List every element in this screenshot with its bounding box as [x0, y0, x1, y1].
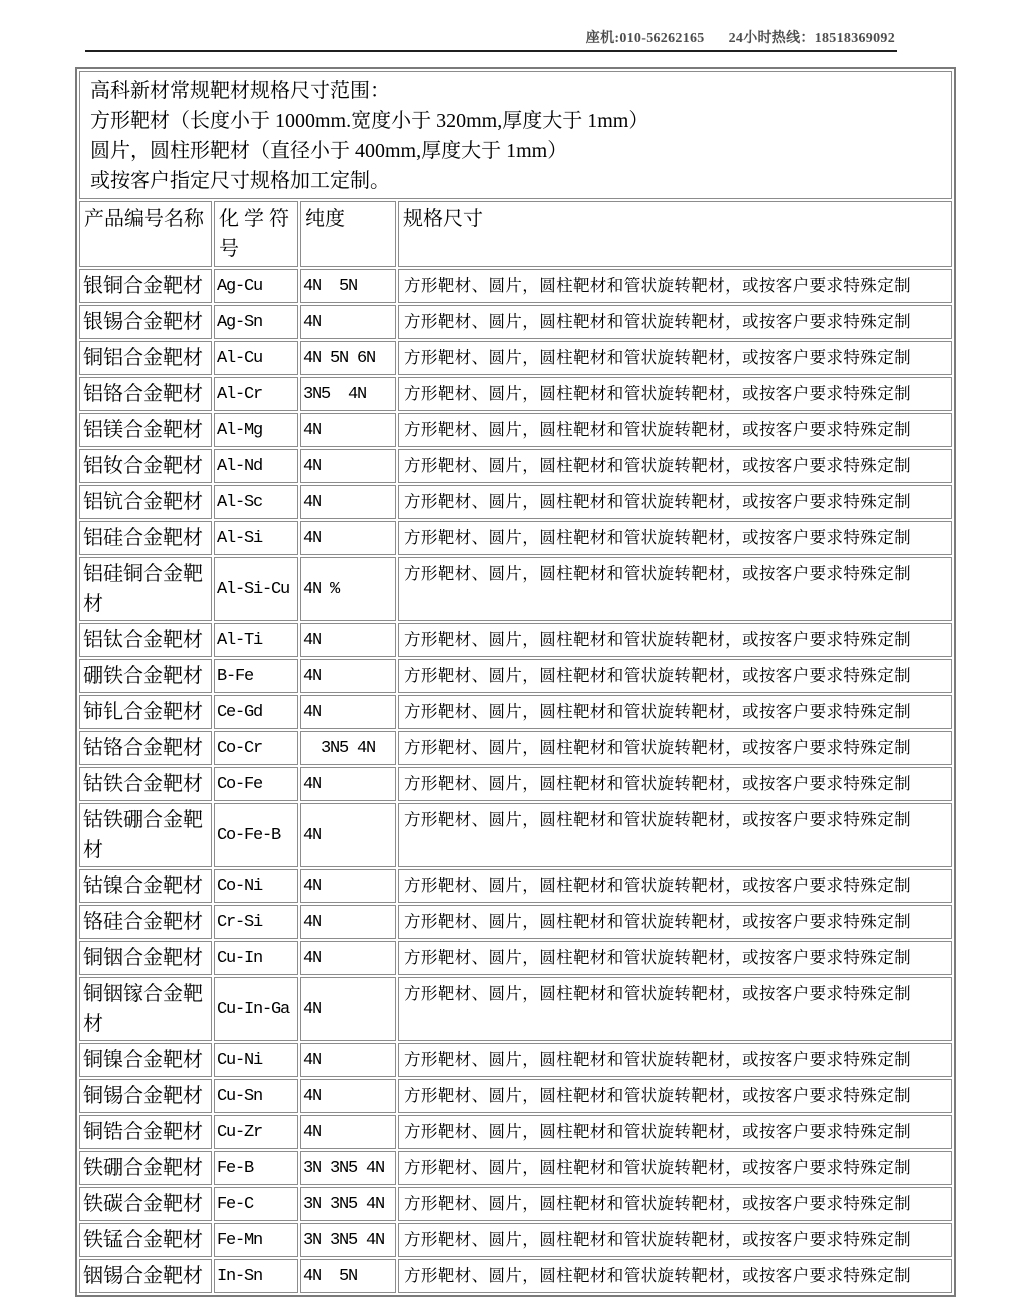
table-row	[79, 1223, 952, 1257]
purity-cell: 4N	[300, 413, 396, 447]
product-name-cell: 铝硅铜合金靶材	[79, 557, 212, 621]
table-row	[79, 1115, 952, 1149]
spec-cell: 方形靶材、圆片，圆柱靶材和管状旋转靶材，或按客户要求特殊定制	[398, 869, 952, 903]
product-name-cell: 铁硼合金靶材	[79, 1151, 212, 1185]
spec-cell: 方形靶材、圆片，圆柱靶材和管状旋转靶材，或按客户要求特殊定制	[398, 377, 952, 411]
product-name-cell: 铝钪合金靶材	[79, 485, 212, 519]
product-name-cell: 铝铬合金靶材	[79, 377, 212, 411]
column-header-product-name: 产品编号名称	[79, 201, 212, 267]
spec-cell: 方形靶材、圆片，圆柱靶材和管状旋转靶材，或按客户要求特殊定制	[398, 305, 952, 339]
purity-cell: 4N	[300, 623, 396, 657]
table-row	[79, 485, 952, 519]
product-name-cell: 铜锡合金靶材	[79, 1079, 212, 1113]
purity-cell: 4N	[300, 905, 396, 939]
purity-cell: 4N	[300, 869, 396, 903]
table-row	[79, 623, 952, 657]
purity-cell: 4N	[300, 659, 396, 693]
spec-cell: 方形靶材、圆片，圆柱靶材和管状旋转靶材，或按客户要求特殊定制	[398, 803, 952, 867]
chemical-symbol-cell: Co-Ni	[214, 869, 298, 903]
chemical-symbol-cell: Cu-Ni	[214, 1043, 298, 1077]
purity-cell: 4N 5N	[300, 1259, 396, 1293]
purity-cell: 4N	[300, 485, 396, 519]
chemical-symbol-cell: Al-Si-Cu	[214, 557, 298, 621]
chemical-symbol-cell: In-Sn	[214, 1259, 298, 1293]
contact-header	[586, 27, 895, 47]
spec-cell: 方形靶材、圆片，圆柱靶材和管状旋转靶材，或按客户要求特殊定制	[398, 1151, 952, 1185]
spec-cell: 方形靶材、圆片，圆柱靶材和管状旋转靶材，或按客户要求特殊定制	[398, 449, 952, 483]
hotline-number: 24小时热线：18518369092	[728, 31, 895, 46]
spec-cell: 方形靶材、圆片，圆柱靶材和管状旋转靶材，或按客户要求特殊定制	[398, 767, 952, 801]
purity-cell: 4N	[300, 803, 396, 867]
chemical-symbol-cell: Cr-Si	[214, 905, 298, 939]
product-name-cell: 铁碳合金靶材	[79, 1187, 212, 1221]
purity-cell: 4N	[300, 305, 396, 339]
spec-cell: 方形靶材、圆片，圆柱靶材和管状旋转靶材，或按客户要求特殊定制	[398, 905, 952, 939]
purity-cell: 4N	[300, 1079, 396, 1113]
intro-line-title: 高科新材常规靶材规格尺寸范围：	[90, 80, 390, 102]
product-name-cell: 钴铬合金靶材	[79, 731, 212, 765]
intro-row	[79, 71, 952, 199]
purity-cell: 4N	[300, 521, 396, 555]
product-name-cell: 铜铟合金靶材	[79, 941, 212, 975]
purity-cell: 4N	[300, 695, 396, 729]
product-name-cell: 铟锡合金靶材	[79, 1259, 212, 1293]
table-row	[79, 695, 952, 729]
purity-cell: 4N	[300, 767, 396, 801]
target-spec-table-wrap	[75, 67, 956, 1297]
spec-cell: 方形靶材、圆片，圆柱靶材和管状旋转靶材，或按客户要求特殊定制	[398, 269, 952, 303]
intro-line-square: 方形靶材（长度小于 1000mm.宽度小于 320mm,厚度大于 1mm）	[90, 110, 649, 132]
product-name-cell: 铝钕合金靶材	[79, 449, 212, 483]
spec-cell: 方形靶材、圆片，圆柱靶材和管状旋转靶材，或按客户要求特殊定制	[398, 1187, 952, 1221]
table-row	[79, 905, 952, 939]
purity-cell: 4N	[300, 977, 396, 1041]
purity-cell: 4N	[300, 1043, 396, 1077]
chemical-symbol-cell: Cu-Zr	[214, 1115, 298, 1149]
spec-cell: 方形靶材、圆片，圆柱靶材和管状旋转靶材，或按客户要求特殊定制	[398, 1259, 952, 1293]
chemical-symbol-cell: Co-Cr	[214, 731, 298, 765]
chemical-symbol-cell: B-Fe	[214, 659, 298, 693]
spec-cell: 方形靶材、圆片，圆柱靶材和管状旋转靶材，或按客户要求特殊定制	[398, 623, 952, 657]
spec-cell: 方形靶材、圆片，圆柱靶材和管状旋转靶材，或按客户要求特殊定制	[398, 659, 952, 693]
spec-cell: 方形靶材、圆片，圆柱靶材和管状旋转靶材，或按客户要求特殊定制	[398, 695, 952, 729]
chemical-symbol-cell: Fe-Mn	[214, 1223, 298, 1257]
purity-cell: 4N	[300, 1115, 396, 1149]
spec-cell: 方形靶材、圆片，圆柱靶材和管状旋转靶材，或按客户要求特殊定制	[398, 485, 952, 519]
spec-cell: 方形靶材、圆片，圆柱靶材和管状旋转靶材，或按客户要求特殊定制	[398, 557, 952, 621]
table-row	[79, 1079, 952, 1113]
table-row	[79, 413, 952, 447]
chemical-symbol-cell: Ag-Cu	[214, 269, 298, 303]
product-name-cell: 钴铁合金靶材	[79, 767, 212, 801]
intro-line-custom: 或按客户指定尺寸规格加工定制。	[90, 170, 390, 192]
product-name-cell: 铈钆合金靶材	[79, 695, 212, 729]
spec-cell: 方形靶材、圆片，圆柱靶材和管状旋转靶材，或按客户要求特殊定制	[398, 731, 952, 765]
product-name-cell: 铜铝合金靶材	[79, 341, 212, 375]
spec-cell: 方形靶材、圆片，圆柱靶材和管状旋转靶材，或按客户要求特殊定制	[398, 341, 952, 375]
product-name-cell: 铜镍合金靶材	[79, 1043, 212, 1077]
spec-cell: 方形靶材、圆片，圆柱靶材和管状旋转靶材，或按客户要求特殊定制	[398, 941, 952, 975]
chemical-symbol-cell: Cu-In-Ga	[214, 977, 298, 1041]
chemical-symbol-cell: Al-Nd	[214, 449, 298, 483]
table-row	[79, 1187, 952, 1221]
column-header-chemical-symbol: 化 学 符号	[214, 201, 298, 267]
table-row	[79, 269, 952, 303]
purity-cell: 4N 5N	[300, 269, 396, 303]
table-row	[79, 557, 952, 621]
product-name-cell: 银锡合金靶材	[79, 305, 212, 339]
chemical-symbol-cell: Ce-Gd	[214, 695, 298, 729]
spec-cell: 方形靶材、圆片，圆柱靶材和管状旋转靶材，或按客户要求特殊定制	[398, 1079, 952, 1113]
table-row	[79, 449, 952, 483]
chemical-symbol-cell: Co-Fe	[214, 767, 298, 801]
chemical-symbol-cell: Ag-Sn	[214, 305, 298, 339]
chemical-symbol-cell: Al-Cr	[214, 377, 298, 411]
table-row	[79, 977, 952, 1041]
product-name-cell: 银铜合金靶材	[79, 269, 212, 303]
product-name-cell: 钴铁硼合金靶材	[79, 803, 212, 867]
spec-cell: 方形靶材、圆片，圆柱靶材和管状旋转靶材，或按客户要求特殊定制	[398, 1115, 952, 1149]
spec-cell: 方形靶材、圆片，圆柱靶材和管状旋转靶材，或按客户要求特殊定制	[398, 413, 952, 447]
table-row	[79, 803, 952, 867]
header-divider	[85, 50, 897, 52]
intro-cell	[79, 71, 952, 199]
spec-cell: 方形靶材、圆片，圆柱靶材和管状旋转靶材，或按客户要求特殊定制	[398, 521, 952, 555]
purity-cell: 4N	[300, 941, 396, 975]
spec-cell: 方形靶材、圆片，圆柱靶材和管状旋转靶材，或按客户要求特殊定制	[398, 1043, 952, 1077]
product-name-cell: 铬硅合金靶材	[79, 905, 212, 939]
table-row	[79, 1043, 952, 1077]
chemical-symbol-cell: Cu-In	[214, 941, 298, 975]
product-name-cell: 铝硅合金靶材	[79, 521, 212, 555]
phone-number: 座机:010-56262165	[585, 31, 705, 46]
product-name-cell: 铜锆合金靶材	[79, 1115, 212, 1149]
table-row	[79, 521, 952, 555]
purity-cell: 3N 3N5 4N	[300, 1187, 396, 1221]
purity-cell: 4N 5N 6N	[300, 341, 396, 375]
chemical-symbol-cell: Cu-Sn	[214, 1079, 298, 1113]
spec-cell: 方形靶材、圆片，圆柱靶材和管状旋转靶材，或按客户要求特殊定制	[398, 1223, 952, 1257]
chemical-symbol-cell: Co-Fe-B	[214, 803, 298, 867]
table-row	[79, 1151, 952, 1185]
product-name-cell: 铝钛合金靶材	[79, 623, 212, 657]
intro-line-round: 圆片，圆柱形靶材（直径小于 400mm,厚度大于 1mm）	[90, 140, 568, 162]
purity-cell: 3N 3N5 4N	[300, 1223, 396, 1257]
target-spec-table	[75, 67, 956, 1297]
table-row	[79, 731, 952, 765]
spec-cell: 方形靶材、圆片，圆柱靶材和管状旋转靶材，或按客户要求特殊定制	[398, 977, 952, 1041]
column-header-purity: 纯度	[300, 201, 396, 267]
table-row	[79, 767, 952, 801]
chemical-symbol-cell: Al-Mg	[214, 413, 298, 447]
product-name-cell: 铁锰合金靶材	[79, 1223, 212, 1257]
table-row	[79, 305, 952, 339]
table-row	[79, 941, 952, 975]
product-name-cell: 铜铟镓合金靶材	[79, 977, 212, 1041]
table-row	[79, 869, 952, 903]
chemical-symbol-cell: Fe-C	[214, 1187, 298, 1221]
chemical-symbol-cell: Al-Sc	[214, 485, 298, 519]
chemical-symbol-cell: Al-Si	[214, 521, 298, 555]
table-row	[79, 377, 952, 411]
purity-cell: 3N5 4N	[300, 377, 396, 411]
chemical-symbol-cell: Al-Cu	[214, 341, 298, 375]
column-header-row	[79, 201, 952, 267]
purity-cell: 3N 3N5 4N	[300, 1151, 396, 1185]
purity-cell: 4N %	[300, 557, 396, 621]
purity-cell: 3N5 4N	[300, 731, 396, 765]
column-header-spec: 规格尺寸	[398, 201, 952, 267]
product-name-cell: 硼铁合金靶材	[79, 659, 212, 693]
product-name-cell: 钴镍合金靶材	[79, 869, 212, 903]
product-name-cell: 铝镁合金靶材	[79, 413, 212, 447]
table-row	[79, 1259, 952, 1293]
chemical-symbol-cell: Fe-B	[214, 1151, 298, 1185]
chemical-symbol-cell: Al-Ti	[214, 623, 298, 657]
table-row	[79, 341, 952, 375]
table-row	[79, 659, 952, 693]
purity-cell: 4N	[300, 449, 396, 483]
